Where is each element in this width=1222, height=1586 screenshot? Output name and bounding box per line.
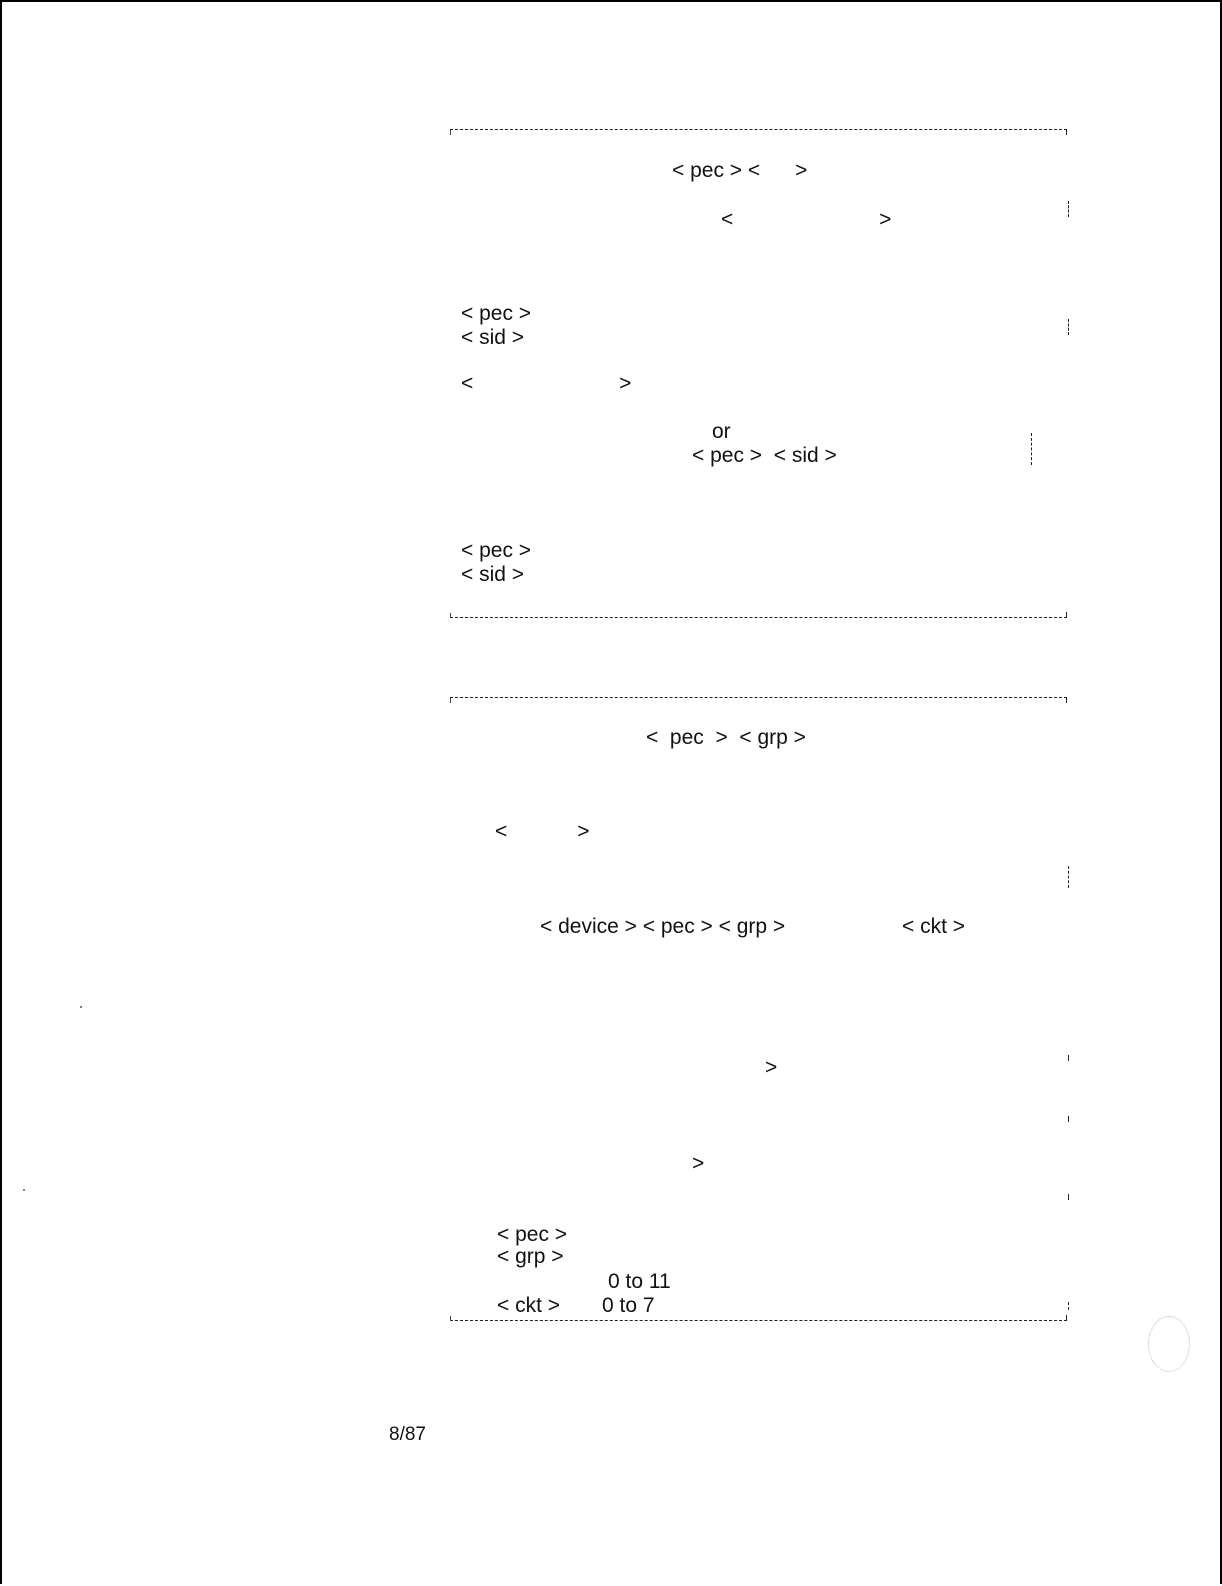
param-ckt: < ckt > [497, 1294, 561, 1317]
param-pec: < pec > [461, 539, 532, 562]
command-line-2: < > [721, 208, 892, 231]
param-placeholder: < > [495, 820, 590, 843]
continuation-mark: > [765, 1056, 778, 1079]
device-command: < device > < pec > < grp > [540, 915, 786, 938]
param-placeholder: < > [461, 372, 632, 395]
command-line-1: < pec > < > [672, 159, 808, 182]
command-line-1: < pec > < grp > [646, 726, 806, 749]
margin-mark [1068, 1194, 1069, 1200]
grp-range: 0 to 11 [608, 1270, 671, 1293]
margin-mark [1068, 1302, 1069, 1310]
corner-mark [1066, 129, 1067, 135]
continuation-mark: > [692, 1152, 705, 1175]
alt-command: < pec > < sid > [692, 444, 837, 467]
param-sid: < sid > [461, 563, 525, 586]
box-top-border [450, 129, 1067, 130]
param-pec: < pec > [497, 1223, 568, 1246]
page-date: 8/87 [389, 1424, 426, 1445]
margin-mark [1068, 866, 1069, 888]
param-ckt-tag: < ckt > [902, 915, 966, 938]
margin-mark [1031, 433, 1032, 465]
param-pec: < pec > [461, 302, 532, 325]
box-bottom-border [450, 1320, 1067, 1321]
scan-speck [23, 1189, 25, 1191]
margin-mark [1068, 201, 1069, 217]
margin-mark [1068, 1055, 1069, 1061]
margin-mark [1068, 319, 1069, 335]
box-bottom-border [450, 617, 1067, 618]
ckt-range: 0 to 7 [602, 1294, 655, 1317]
param-sid: < sid > [461, 326, 525, 349]
corner-mark [1066, 1315, 1067, 1321]
scan-smudge [1148, 1316, 1190, 1372]
box-top-border [450, 697, 1067, 698]
corner-mark [450, 1316, 451, 1321]
corner-mark [1066, 612, 1067, 618]
corner-mark [450, 697, 451, 703]
corner-mark [450, 613, 451, 618]
or-label: or [712, 420, 731, 443]
corner-mark [1066, 697, 1067, 703]
scan-speck [80, 1006, 82, 1008]
margin-mark [1068, 1116, 1069, 1122]
param-grp: < grp > [497, 1245, 564, 1268]
corner-mark [450, 129, 451, 135]
